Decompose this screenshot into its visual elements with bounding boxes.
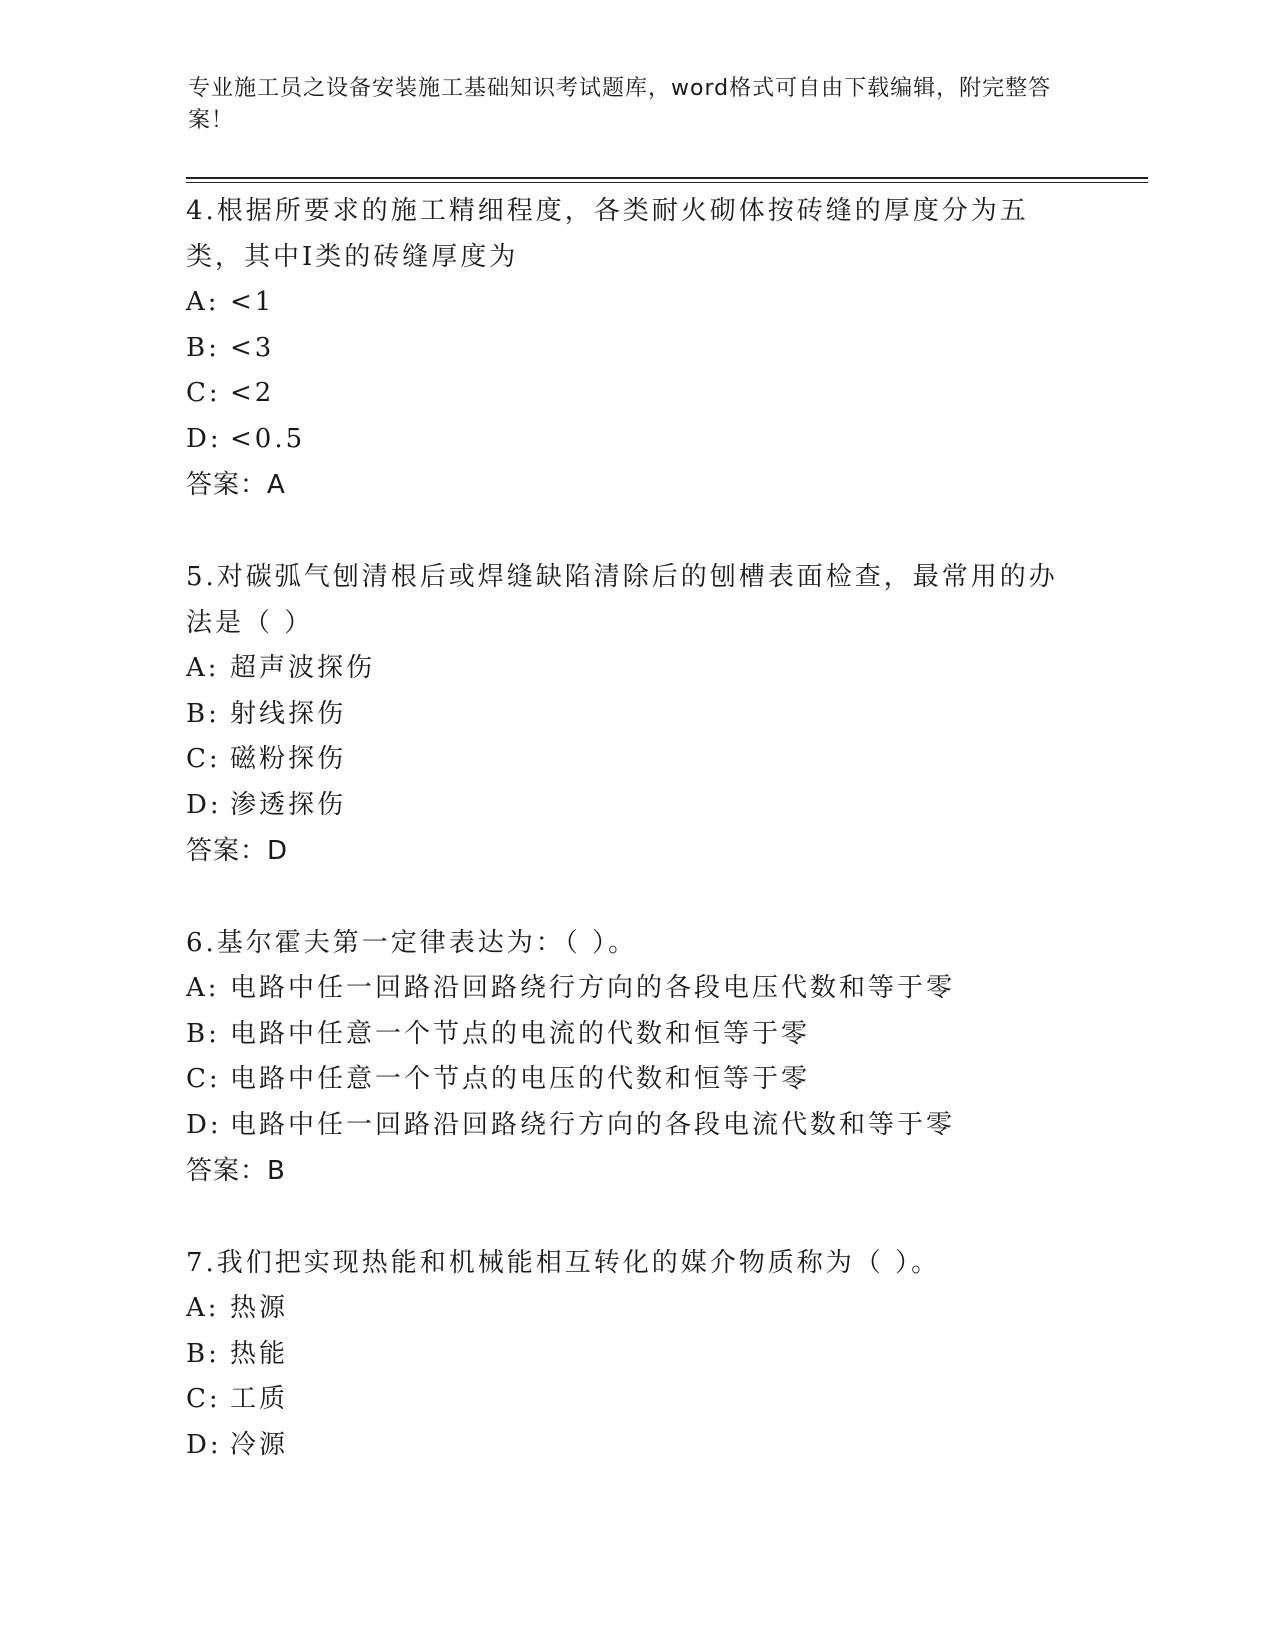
question-6 <box>186 920 1066 1194</box>
option-letter: B: <box>186 698 220 729</box>
question-stem: 6.基尔霍夫第一定律表达为：（ ）。 <box>186 928 638 958</box>
question-stem: 7.我们把实现热能和机械能相互转化的媒介物质称为（ ）。 <box>186 1248 941 1278</box>
option-letter: D: <box>186 423 222 454</box>
document-header: 专业施工员之设备安装施工基础知识考试题库，word格式可自由下载编辑，附完整答案！ <box>188 76 1052 133</box>
option-c <box>186 737 1066 783</box>
option-letter: C: <box>186 1384 221 1414</box>
option-letter: D: <box>186 1109 222 1140</box>
option-b <box>186 326 1066 372</box>
option-letter: A: <box>186 287 220 317</box>
question-4 <box>186 188 1066 508</box>
option-text: <0.5 <box>230 423 306 454</box>
option-b <box>186 692 1066 738</box>
option-letter: C: <box>186 744 221 774</box>
answer-line: 答案：D <box>186 836 289 866</box>
option-text: 超声波探伤 <box>230 653 376 683</box>
option-d <box>186 783 1066 829</box>
header-divider-thick <box>186 177 1148 179</box>
option-text: 冷源 <box>230 1429 289 1460</box>
answer-line: 答案：B <box>186 1156 286 1186</box>
option-text: <1 <box>230 287 275 317</box>
option-letter: A: <box>186 1293 220 1323</box>
option-c <box>186 1057 1066 1103</box>
option-text: 电路中任意一个节点的电流的代数和恒等于零 <box>230 1018 811 1049</box>
option-letter: D: <box>186 1429 222 1460</box>
option-text: 电路中任一回路沿回路绕行方向的各段电流代数和等于零 <box>230 1109 956 1140</box>
option-text: 射线探伤 <box>230 698 347 729</box>
option-d <box>186 1103 1066 1149</box>
option-letter: D: <box>186 789 222 820</box>
question-5 <box>186 554 1066 874</box>
option-letter: C: <box>186 1064 221 1094</box>
question-stem: 4.根据所要求的施工精细程度，各类耐火砌体按砖缝的厚度分为五类，其中Ⅰ类的砖缝厚度为 <box>186 196 1029 272</box>
option-a <box>186 646 1066 692</box>
option-text: 电路中任一回路沿回路绕行方向的各段电压代数和等于零 <box>230 973 956 1003</box>
option-text: 电路中任意一个节点的电压的代数和恒等于零 <box>230 1064 811 1094</box>
option-text: 热能 <box>230 1338 289 1369</box>
question-7 <box>186 1240 1066 1468</box>
option-a <box>186 966 1066 1012</box>
option-c <box>186 1377 1066 1423</box>
answer-line: 答案：A <box>186 470 286 500</box>
option-letter: C: <box>186 378 221 408</box>
option-text: 热源 <box>230 1293 289 1323</box>
header-divider-thin <box>186 182 1148 183</box>
option-text: 渗透探伤 <box>230 789 347 820</box>
option-b <box>186 1332 1066 1378</box>
option-text: <2 <box>230 378 275 408</box>
option-letter: B: <box>186 1338 220 1369</box>
option-d <box>186 417 1066 463</box>
option-letter: B: <box>186 1018 220 1049</box>
question-stem: 5.对碳弧气刨清根后或焊缝缺陷清除后的刨槽表面检查，最常用的办法是（ ） <box>186 562 1058 638</box>
option-d <box>186 1423 1066 1469</box>
option-text: <3 <box>230 332 275 363</box>
option-text: 磁粉探伤 <box>230 744 347 774</box>
option-letter: A: <box>186 653 220 683</box>
option-text: 工质 <box>230 1384 289 1414</box>
option-letter: A: <box>186 973 220 1003</box>
option-a <box>186 1286 1066 1332</box>
option-c <box>186 371 1066 417</box>
option-b <box>186 1012 1066 1058</box>
option-letter: B: <box>186 332 220 363</box>
question-list <box>186 188 1066 1514</box>
option-a <box>186 280 1066 326</box>
